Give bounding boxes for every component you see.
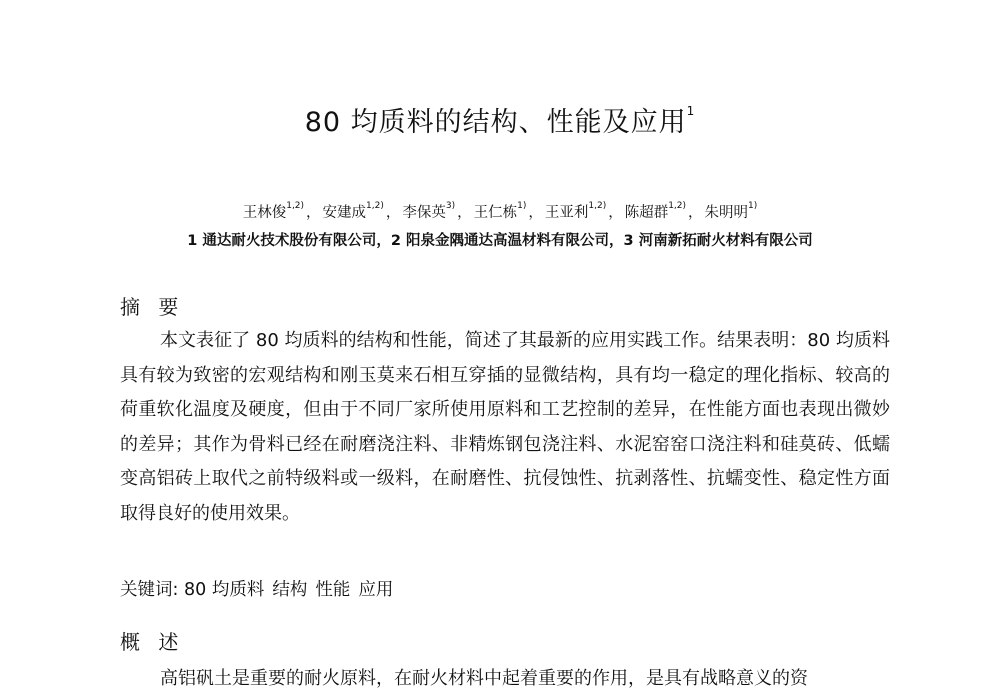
author-name: 王亚利 <box>544 205 589 221</box>
author-separator: ， <box>306 205 321 221</box>
author-name: 王林俊 <box>242 205 287 221</box>
author-separator: ， <box>608 205 623 221</box>
author-separator: ， <box>528 205 543 221</box>
author-separator: ， <box>688 205 703 221</box>
author-list <box>0 201 1000 222</box>
keywords-label: 关键词: <box>120 580 179 600</box>
author-name: 朱明明 <box>704 205 749 221</box>
overview-heading: 概 述 <box>120 630 185 654</box>
author-name: 王仁栋 <box>473 205 518 221</box>
affiliations: 1 通达耐火技术股份有限公司，2 阳泉金隅通达高温材料有限公司，3 河南新拓耐火材料有限公司 <box>187 233 813 249</box>
keyword: 应用 <box>358 580 394 600</box>
author-name: 陈超群 <box>624 205 669 221</box>
abstract-heading: 摘 要 <box>120 295 185 319</box>
keyword: 结构 <box>272 580 308 600</box>
paper-title-text: 80 均质料的结构、性能及应用 <box>304 107 687 138</box>
author-separator: ， <box>385 205 401 221</box>
author-affiliation-mark: 1,2) <box>286 201 305 212</box>
title-footnote-mark: 1 <box>686 104 696 118</box>
keyword: 性能 <box>315 580 351 600</box>
keywords <box>120 576 401 601</box>
author-affiliation-mark: 1,2) <box>668 201 687 212</box>
paper-title <box>0 100 1000 139</box>
author-affiliation-mark: 1,2) <box>366 201 384 212</box>
author-name: 安建成 <box>322 205 367 221</box>
author-affiliation-mark: 1) <box>748 201 758 212</box>
author-affiliation-mark: 1,2) <box>588 201 607 212</box>
keyword: 80 均质料 <box>183 580 265 600</box>
author-affiliation-mark: 1) <box>517 201 527 212</box>
author-affiliation-mark: 3) <box>445 201 456 212</box>
abstract-text: 本文表征了 80 均质料的结构和性能，简述了其最新的应用实践工作。结果表明：80 均质料具有较为致密的宏观结构和刚玉莫来石相互穿插的显微结构，具有均一稳定的理化指标、较高的荷重软化温度及硬度，但由于不同厂家所使用原料和工艺控制的差异，在性能方面也表现出微妙的差异；其作为骨料已经在耐磨浇注料、非精炼钢包浇注料、水泥窑窑口浇注料和硅莫砖、低蠕变高铝砖上取代之前特级料或一级料，在耐磨性、抗侵蚀性、抗剥落性、抗蠕变性、稳定性方面取得良好的使用效果。 <box>120 330 890 524</box>
author-separator: ， <box>457 205 472 221</box>
author-name: 李保英 <box>402 205 446 221</box>
overview-text: 高铝矾土是重要的耐火原料，在耐火材料中起着重要的作用，是具有战略意义的资 <box>160 668 808 689</box>
